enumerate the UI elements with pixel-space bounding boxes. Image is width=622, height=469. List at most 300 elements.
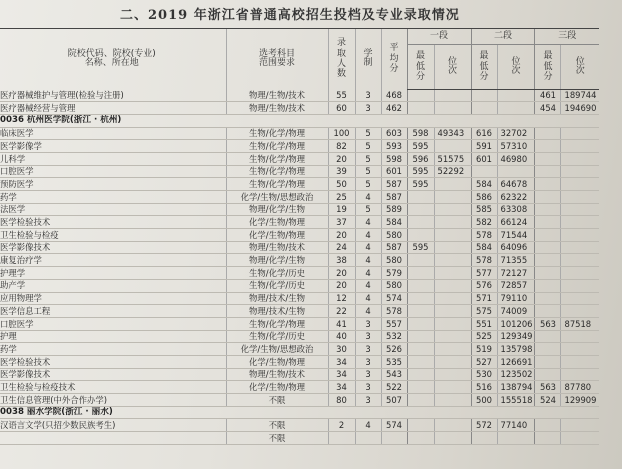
table-row [0, 317, 599, 330]
cell-avg: 543 [381, 368, 407, 381]
cell-y: 4 [355, 419, 381, 432]
table-row [0, 216, 599, 229]
table-row [0, 305, 599, 318]
cell-y: 4 [355, 279, 381, 292]
cell-s1rank: 49343 [434, 127, 471, 140]
cell-y: 4 [355, 241, 381, 254]
cell-y: 3 [355, 102, 381, 115]
cell-s2min [471, 432, 497, 445]
header-seg1-rank [434, 45, 471, 89]
cell-name: 临床医学 [0, 127, 226, 140]
cell-s3rank [561, 432, 599, 445]
cell-s3rank [561, 254, 599, 267]
cell-s2rank: 66124 [497, 216, 535, 229]
table-row [0, 127, 599, 140]
cell-s2min: 601 [471, 152, 497, 165]
cell-s3min: 461 [535, 89, 561, 102]
cell-s1min [407, 267, 434, 280]
cell-s3min [535, 178, 561, 191]
header-avg [381, 29, 407, 90]
cell-s1rank [434, 343, 471, 356]
header-seg3-rank [561, 45, 599, 89]
cell-s1rank [434, 241, 471, 254]
seg1-rank-text: 位 次 [447, 56, 457, 76]
cell-s3min [535, 254, 561, 267]
cell-y [355, 432, 381, 445]
cell-n: 34 [328, 368, 355, 381]
cell-y: 4 [355, 254, 381, 267]
cell-s3rank [561, 419, 599, 432]
cell-name: 护理学 [0, 267, 226, 280]
cell-avg: 526 [381, 343, 407, 356]
cell-s1rank [434, 419, 471, 432]
cell-n: 20 [328, 279, 355, 292]
cell-s2min: 576 [471, 279, 497, 292]
cell-s1min [407, 279, 434, 292]
cell-s3rank [561, 292, 599, 305]
cell-s2min [471, 165, 497, 178]
cell-s2min: 525 [471, 330, 497, 343]
cell-name: 医学影像技术 [0, 241, 226, 254]
cell-avg: 601 [381, 165, 407, 178]
cell-subject: 化学/生物/思想政治 [226, 343, 328, 356]
school-row [0, 114, 599, 127]
cell-avg: 462 [381, 102, 407, 115]
cell-n: 82 [328, 140, 355, 153]
cell-subject: 物理/生物/技术 [226, 89, 328, 102]
cell-s1min [407, 305, 434, 318]
cell-n: 55 [328, 89, 355, 102]
cell-n: 50 [328, 178, 355, 191]
cell-s3rank [561, 355, 599, 368]
cell-s2min: 584 [471, 178, 497, 191]
cell-subject: 物理/技术/生物 [226, 292, 328, 305]
cell-y: 3 [355, 394, 381, 407]
table-row [0, 165, 599, 178]
cell-s2rank: 101206 [497, 317, 535, 330]
cell-s2min: 585 [471, 203, 497, 216]
cell-y: 4 [355, 216, 381, 229]
cell-s2rank: 64678 [497, 178, 535, 191]
cell-avg: 468 [381, 89, 407, 102]
cell-subject: 化学/生物/思想政治 [226, 191, 328, 204]
cell-s1rank [434, 229, 471, 242]
cell-s2rank: 129349 [497, 330, 535, 343]
cell-s3rank [561, 229, 599, 242]
header-seg2: 二段 [471, 29, 535, 45]
cell-s2rank: 72127 [497, 267, 535, 280]
cell-s3rank [561, 165, 599, 178]
cell-name: 医学检验技术 [0, 355, 226, 368]
cell-n: 20 [328, 267, 355, 280]
table-row [0, 355, 599, 368]
cell-s2min: 586 [471, 191, 497, 204]
cell-s2rank: 57310 [497, 140, 535, 153]
cell-y: 3 [355, 381, 381, 394]
school-name: 0036 杭州医学院(浙江 · 杭州) [0, 114, 599, 127]
cell-s3min [535, 355, 561, 368]
cell-s3rank [561, 305, 599, 318]
cell-y: 5 [355, 165, 381, 178]
table-row [0, 330, 599, 343]
cell-s1min: 595 [407, 241, 434, 254]
cell-y: 3 [355, 355, 381, 368]
cell-s2rank: 79110 [497, 292, 535, 305]
header-years-text: 学 制 [363, 49, 373, 68]
cell-n [328, 432, 355, 445]
cell-name: 口腔医学 [0, 165, 226, 178]
cell-n: 30 [328, 343, 355, 356]
cell-s1rank: 52292 [434, 165, 471, 178]
cell-s3min: 563 [535, 317, 561, 330]
cell-s3min [535, 330, 561, 343]
cell-s1rank [434, 203, 471, 216]
cell-avg: 578 [381, 305, 407, 318]
cell-s3rank [561, 152, 599, 165]
cell-name: 医学影像技术 [0, 368, 226, 381]
cell-subject: 物理/生物/技术 [226, 102, 328, 115]
cell-s1rank [434, 317, 471, 330]
cell-s2rank: 135798 [497, 343, 535, 356]
cell-s3min [535, 241, 561, 254]
cell-s3min [535, 203, 561, 216]
table-row [0, 140, 599, 153]
cell-n: 12 [328, 292, 355, 305]
cell-s2rank [497, 432, 535, 445]
cell-y: 5 [355, 127, 381, 140]
cell-name: 药学 [0, 343, 226, 356]
cell-subject: 生物/化学/历史 [226, 267, 328, 280]
cell-name: 卫生检验与检疫技术 [0, 381, 226, 394]
cell-n: 38 [328, 254, 355, 267]
cell-name: 法医学 [0, 203, 226, 216]
cell-subject: 生物/化学/物理 [226, 165, 328, 178]
cell-s3min [535, 343, 561, 356]
cell-y: 3 [355, 330, 381, 343]
cell-s2min: 591 [471, 140, 497, 153]
table-row [0, 381, 599, 394]
table-row [0, 254, 599, 267]
cell-name: 医学信息工程 [0, 305, 226, 318]
cell-name: 康复治疗学 [0, 254, 226, 267]
cell-s3min: 524 [535, 394, 561, 407]
cell-name: 卫生检验与检疫 [0, 229, 226, 242]
cell-s3rank [561, 127, 599, 140]
cell-s1min [407, 343, 434, 356]
cell-s2min: 519 [471, 343, 497, 356]
cell-s2rank: 64096 [497, 241, 535, 254]
cell-s1min [407, 254, 434, 267]
cell-name: 口腔医学 [0, 317, 226, 330]
cell-s3rank: 189744 [561, 89, 599, 102]
header-name [0, 29, 226, 90]
cell-name: 医疗器械经营与管理 [0, 102, 226, 115]
cell-name: 卫生信息管理(中外合作办学) [0, 394, 226, 407]
table-row [0, 267, 599, 280]
cell-s3rank: 87780 [561, 381, 599, 394]
table-row [0, 419, 599, 432]
header-seg2-min [471, 45, 497, 89]
cell-s1rank [434, 191, 471, 204]
cell-y: 3 [355, 317, 381, 330]
cell-s2min: 578 [471, 254, 497, 267]
cell-s1min [407, 292, 434, 305]
cell-s1rank [434, 330, 471, 343]
cell-s3rank [561, 241, 599, 254]
cell-name: 医学检验技术 [0, 216, 226, 229]
cell-n: 2 [328, 419, 355, 432]
cell-n: 60 [328, 102, 355, 115]
cell-s2rank [497, 89, 535, 102]
cell-s1rank [434, 89, 471, 102]
cell-avg: 535 [381, 355, 407, 368]
header-admitted-text: 录 取 人 数 [336, 38, 346, 80]
cell-s2min: 530 [471, 368, 497, 381]
cell-subject: 生物/化学/历史 [226, 330, 328, 343]
cell-s2min: 571 [471, 292, 497, 305]
cell-n: 37 [328, 216, 355, 229]
cell-y: 4 [355, 267, 381, 280]
cell-s1min [407, 432, 434, 445]
cell-s2min: 500 [471, 394, 497, 407]
cell-s3rank [561, 343, 599, 356]
cell-name: 预防医学 [0, 178, 226, 191]
cell-subject: 生物/化学/历史 [226, 279, 328, 292]
cell-s1min [407, 419, 434, 432]
cell-s2min: 584 [471, 241, 497, 254]
table-row [0, 89, 599, 102]
cell-s2rank: 62322 [497, 191, 535, 204]
cell-s1rank [434, 355, 471, 368]
header-subject [226, 29, 328, 90]
cell-y: 3 [355, 343, 381, 356]
table-row [0, 279, 599, 292]
cell-s3min [535, 165, 561, 178]
cell-s2rank: 63308 [497, 203, 535, 216]
header-seg3: 三段 [535, 29, 599, 45]
cell-s2rank: 155518 [497, 394, 535, 407]
cell-s3min: 563 [535, 381, 561, 394]
cell-s3min [535, 419, 561, 432]
table-body [0, 89, 599, 444]
cell-avg: 584 [381, 216, 407, 229]
cell-subject: 生物/化学/物理 [226, 178, 328, 191]
cell-s2min: 582 [471, 216, 497, 229]
cell-s2rank: 71355 [497, 254, 535, 267]
cell-s1rank [434, 178, 471, 191]
cell-s3min [535, 191, 561, 204]
cell-avg [381, 432, 407, 445]
cell-s3rank: 129909 [561, 394, 599, 407]
cell-s1rank [434, 305, 471, 318]
cell-n: 39 [328, 165, 355, 178]
cell-n: 34 [328, 381, 355, 394]
cell-s3rank [561, 267, 599, 280]
cell-s2min: 551 [471, 317, 497, 330]
cell-s1min [407, 381, 434, 394]
cell-s3min [535, 152, 561, 165]
header-years [355, 29, 381, 90]
cell-s1min: 595 [407, 140, 434, 153]
cell-s3min [535, 267, 561, 280]
cell-avg: 603 [381, 127, 407, 140]
cell-s3min [535, 432, 561, 445]
cell-subject: 物理/生物/技术 [226, 368, 328, 381]
cell-avg: 507 [381, 394, 407, 407]
cell-s1min [407, 203, 434, 216]
cell-s1min [407, 191, 434, 204]
table-row [0, 432, 599, 445]
cell-s3min [535, 305, 561, 318]
cell-avg: 587 [381, 241, 407, 254]
cell-s3rank [561, 216, 599, 229]
cell-n: 25 [328, 191, 355, 204]
cell-y: 5 [355, 178, 381, 191]
cell-s3min [535, 229, 561, 242]
cell-y: 5 [355, 203, 381, 216]
page-title: 二、2019 年浙江省普通高校招生投档及专业录取情况 [120, 8, 460, 23]
cell-y: 3 [355, 368, 381, 381]
cell-avg: 587 [381, 191, 407, 204]
cell-subject: 生物/化学/物理 [226, 140, 328, 153]
cell-name: 医疗器械维护与管理(检验与注册) [0, 89, 226, 102]
cell-s1min [407, 89, 434, 102]
cell-subject: 化学/生物/物理 [226, 381, 328, 394]
cell-s3min [535, 127, 561, 140]
header-subject-text: 选考科目 范围要求 [258, 49, 295, 68]
cell-s1min: 596 [407, 152, 434, 165]
cell-s3rank [561, 191, 599, 204]
cell-subject: 物理/化学/生物 [226, 254, 328, 267]
school-name: 0038 丽水学院(浙江 · 丽水) [0, 406, 599, 419]
cell-subject: 化学/生物/物理 [226, 229, 328, 242]
header-seg2-rank [497, 45, 535, 89]
cell-s2min: 578 [471, 229, 497, 242]
cell-s3rank [561, 140, 599, 153]
cell-y: 5 [355, 152, 381, 165]
cell-s1min [407, 216, 434, 229]
cell-name: 助产学 [0, 279, 226, 292]
cell-s2min [471, 102, 497, 115]
cell-name: 汉语言文学(只招少数民族考生) [0, 419, 226, 432]
cell-s1rank [434, 292, 471, 305]
cell-name: 护理 [0, 330, 226, 343]
school-row [0, 406, 599, 419]
cell-s1min [407, 330, 434, 343]
cell-s1rank: 51575 [434, 152, 471, 165]
cell-subject: 物理/化学/生物 [226, 203, 328, 216]
header-row-1 [0, 29, 599, 45]
cell-name: 药学 [0, 191, 226, 204]
table-row [0, 152, 599, 165]
cell-s3rank: 87518 [561, 317, 599, 330]
cell-subject: 不限 [226, 432, 328, 445]
cell-s2min [471, 89, 497, 102]
cell-s2rank: 138794 [497, 381, 535, 394]
table-row [0, 368, 599, 381]
table-row [0, 102, 599, 115]
cell-s2rank: 77140 [497, 419, 535, 432]
cell-n: 100 [328, 127, 355, 140]
cell-y: 4 [355, 292, 381, 305]
seg3-rank-text: 位 次 [575, 56, 585, 76]
cell-s1min: 595 [407, 178, 434, 191]
cell-s1rank [434, 368, 471, 381]
cell-subject: 不限 [226, 419, 328, 432]
cell-avg: 598 [381, 152, 407, 165]
header-name-text: 院校代码、院校(专业) 名称、所在地 [67, 49, 156, 68]
cell-avg: 532 [381, 330, 407, 343]
cell-subject: 生物/化学/物理 [226, 127, 328, 140]
cell-s3min [535, 279, 561, 292]
header-avg-text: 平 均 分 [389, 43, 399, 75]
cell-s1min [407, 317, 434, 330]
cell-n: 34 [328, 355, 355, 368]
cell-y: 4 [355, 229, 381, 242]
cell-name: 医学影像学 [0, 140, 226, 153]
table-row [0, 241, 599, 254]
cell-s1rank [434, 394, 471, 407]
cell-avg: 574 [381, 292, 407, 305]
cell-avg: 587 [381, 178, 407, 191]
table-row [0, 292, 599, 305]
cell-n: 24 [328, 241, 355, 254]
table-row [0, 343, 599, 356]
cell-avg: 593 [381, 140, 407, 153]
cell-s1min: 595 [407, 165, 434, 178]
cell-s3rank [561, 203, 599, 216]
cell-avg: 574 [381, 419, 407, 432]
admission-table [0, 28, 599, 445]
cell-s1rank [434, 140, 471, 153]
header-admitted [328, 29, 355, 90]
cell-s2rank: 71544 [497, 229, 535, 242]
cell-avg: 580 [381, 254, 407, 267]
cell-name [0, 432, 226, 445]
cell-s1min [407, 368, 434, 381]
cell-y: 4 [355, 305, 381, 318]
cell-s3min: 454 [535, 102, 561, 115]
cell-s2rank: 74009 [497, 305, 535, 318]
cell-s3min [535, 292, 561, 305]
cell-s2rank: 72857 [497, 279, 535, 292]
cell-name: 儿科学 [0, 152, 226, 165]
cell-s1min: 598 [407, 127, 434, 140]
cell-s2rank: 46980 [497, 152, 535, 165]
cell-n: 40 [328, 330, 355, 343]
cell-subject: 生物/化学/物理 [226, 152, 328, 165]
cell-s1rank [434, 381, 471, 394]
cell-s1min [407, 355, 434, 368]
table-row [0, 191, 599, 204]
cell-s1rank [434, 102, 471, 115]
cell-s2rank: 32702 [497, 127, 535, 140]
cell-avg: 580 [381, 229, 407, 242]
cell-n: 19 [328, 203, 355, 216]
cell-s1min [407, 394, 434, 407]
cell-s2min: 572 [471, 419, 497, 432]
header-seg1-min [407, 45, 434, 89]
cell-s3rank [561, 279, 599, 292]
cell-s1rank [434, 279, 471, 292]
seg2-min-text: 最 低 分 [479, 51, 489, 82]
cell-avg: 557 [381, 317, 407, 330]
seg3-min-text: 最 低 分 [543, 51, 553, 82]
cell-s3rank [561, 368, 599, 381]
cell-s1rank [434, 254, 471, 267]
cell-avg: 522 [381, 381, 407, 394]
cell-subject: 物理/技术/生物 [226, 305, 328, 318]
